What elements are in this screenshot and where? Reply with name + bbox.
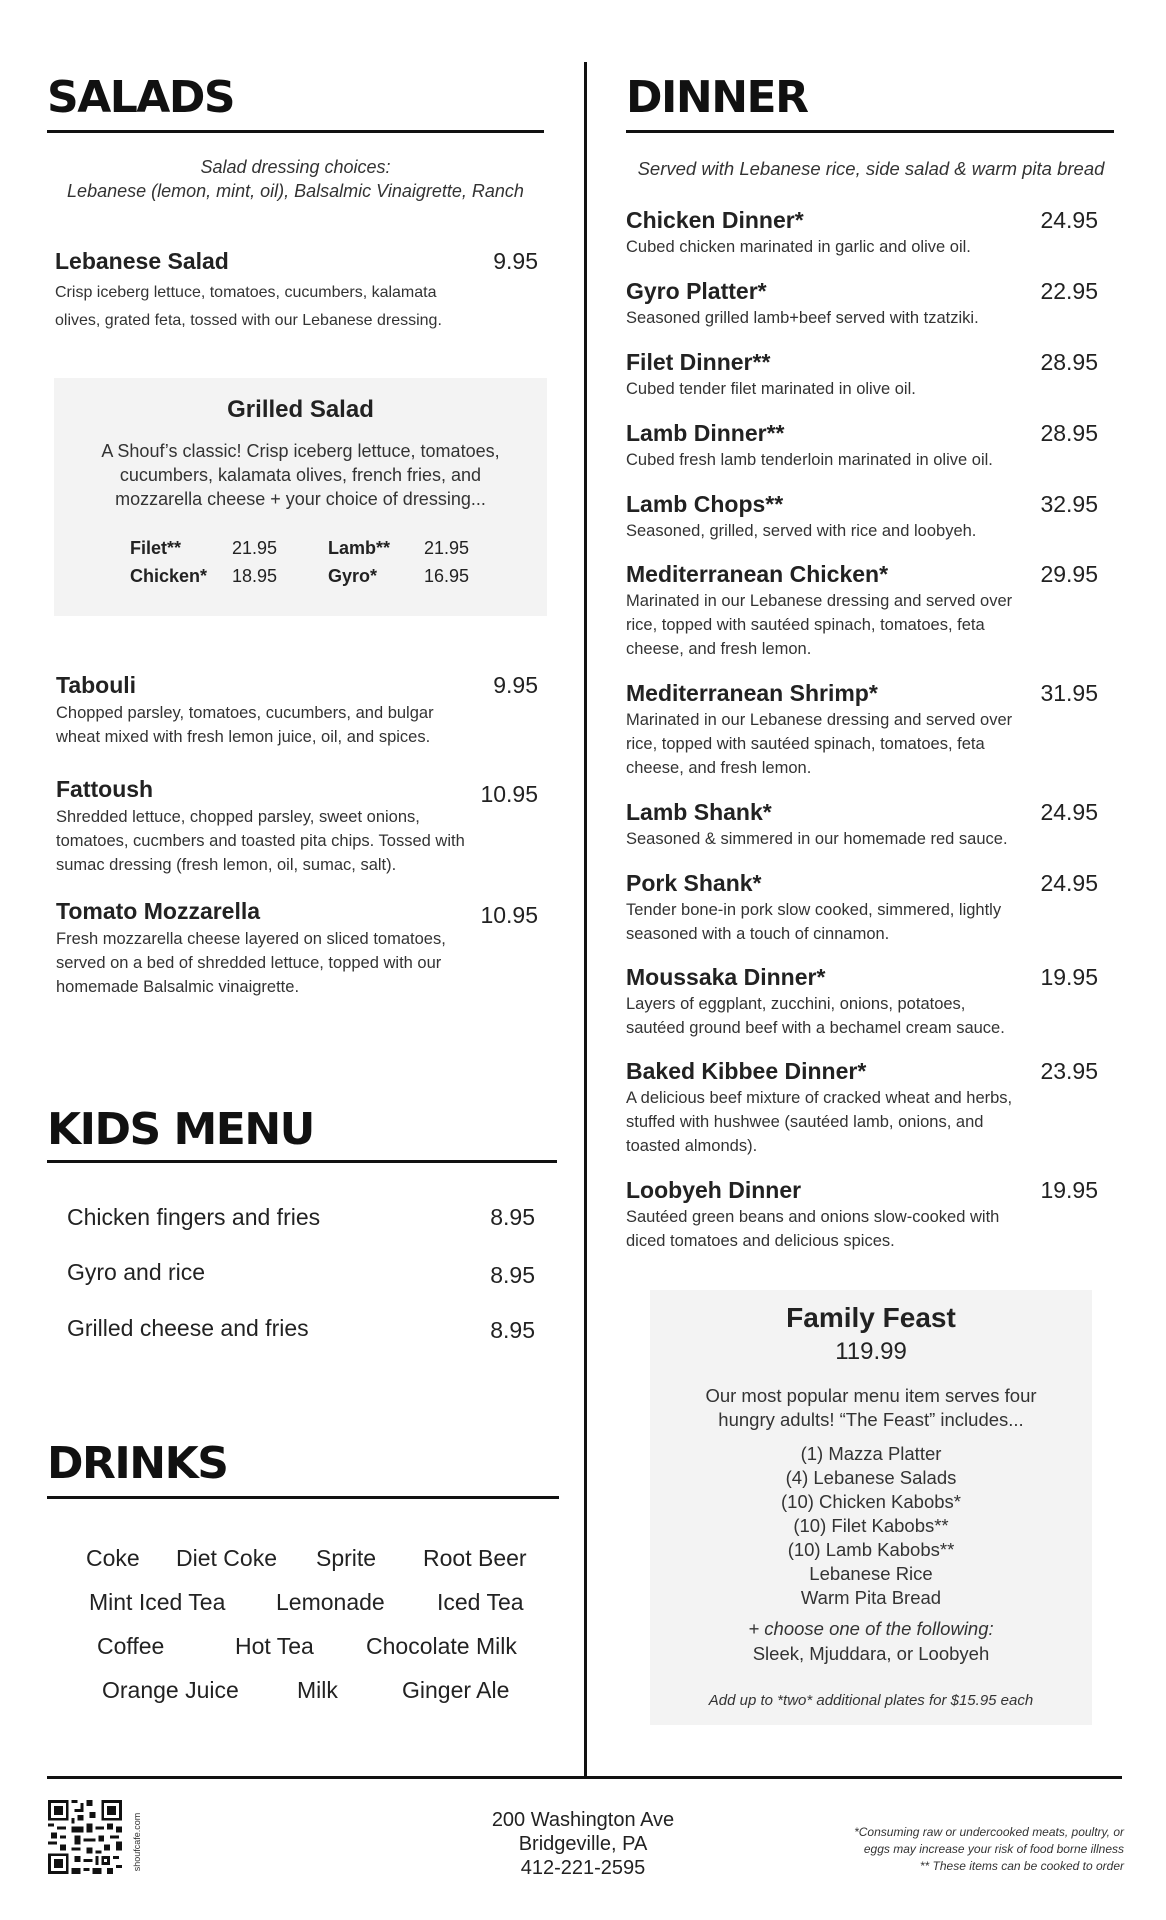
dinner-item-price: 23.95 xyxy=(1040,1058,1098,1084)
salad-item-price: 10.95 xyxy=(480,902,538,928)
drink-item: Chocolate Milk xyxy=(366,1633,517,1659)
family-feast-box xyxy=(650,1290,1092,1725)
feast-line: Lebanese Rice xyxy=(809,1563,933,1584)
dinner-item-desc: A delicious beef mixture of cracked wheat and herbs, stuffed with hushwee (sautéed lamb, onions, and toasted almonds). xyxy=(626,1089,1013,1155)
drink-item: Mint Iced Tea xyxy=(89,1589,226,1615)
dinner-item-price: 24.95 xyxy=(1040,799,1098,825)
dressing-line-1: Salad dressing choices: xyxy=(200,157,391,177)
dinner-item-name: Lamb Dinner** xyxy=(626,420,785,446)
dinner-item-desc: Cubed chicken marinated in garlic and olive oil. xyxy=(626,238,971,256)
dinner-item-desc: Sautéed green beans and onions slow-cooked with diced tomatoes and delicious spices. xyxy=(626,1208,1000,1250)
column-divider xyxy=(584,62,587,1778)
dinner-item-price: 19.95 xyxy=(1040,1177,1098,1203)
dressing-line-2: Lebanese (lemon, mint, oil), Balsalmic Vinaigrette, Ranch xyxy=(67,181,524,201)
drink-item: Ginger Ale xyxy=(402,1677,510,1703)
drinks-rule xyxy=(47,1496,559,1499)
feast-line: (10) Lamb Kabobs** xyxy=(787,1539,955,1560)
footer-rule xyxy=(47,1776,1122,1779)
feast-line: (10) Chicken Kabobs* xyxy=(781,1491,961,1512)
address-line-1: 200 Washington Ave xyxy=(491,1809,675,1831)
dinner-item-desc: Cubed tender filet marinated in olive oil. xyxy=(626,380,916,398)
drink-item: Coke xyxy=(86,1545,140,1571)
dinner-item-desc: Layers of eggplant, zucchini, onions, potatoes, sautéed ground beef with a bechamel cream sauce. xyxy=(626,995,1005,1037)
drink-item: Milk xyxy=(297,1677,338,1703)
grilled-option-price: 16.95 xyxy=(424,566,470,586)
dinner-item-name: Moussaka Dinner* xyxy=(626,964,826,990)
salad-item-price: 9.95 xyxy=(493,672,538,698)
feast-desc: Our most popular menu item serves four hungry adults! “The Feast” includes... xyxy=(705,1385,1037,1430)
dinner-item-name: Lamb Shank* xyxy=(626,799,772,825)
feast-choose: + choose one of the following: xyxy=(748,1618,994,1639)
dinner-item-desc: Seasoned, grilled, served with rice and loobyeh. xyxy=(626,522,977,540)
dinner-item-price: 24.95 xyxy=(1040,870,1098,896)
salad-item-name: Tomato Mozzarella xyxy=(56,898,261,924)
feast-price: 119.99 xyxy=(835,1338,907,1365)
salad-item-name: Lebanese Salad xyxy=(55,248,229,274)
dinner-item-name: Gyro Platter* xyxy=(626,278,767,304)
drink-item: Sprite xyxy=(316,1545,377,1571)
disclaimer-line: *Consuming raw or undercooked meats, poultry, or xyxy=(854,1825,1124,1839)
dinner-item-price: 28.95 xyxy=(1040,349,1098,375)
feast-line: (10) Filet Kabobs** xyxy=(793,1515,949,1536)
dinner-item-name: Chicken Dinner* xyxy=(626,207,804,233)
kids-item-price: 8.95 xyxy=(490,1204,535,1230)
feast-line: (4) Lebanese Salads xyxy=(785,1467,957,1488)
feast-line: Warm Pita Bread xyxy=(800,1587,942,1608)
dinner-item-desc: Marinated in our Lebanese dressing and served over rice, topped with sautéed spinach, tomatoes, feta cheese, and fresh lemon. xyxy=(626,711,1013,777)
kids-item-name: Gyro and rice xyxy=(67,1259,206,1285)
drink-item: Coffee xyxy=(97,1633,165,1659)
grilled-option-price: 21.95 xyxy=(232,538,278,558)
dinner-item-name: Mediterranean Shrimp* xyxy=(626,680,878,706)
grilled-option-name: Gyro* xyxy=(328,566,378,586)
salads-title: SALADS xyxy=(47,72,235,123)
kids-item-name: Chicken fingers and fries xyxy=(67,1204,321,1230)
drink-item: Diet Coke xyxy=(176,1545,277,1571)
dinner-item-price: 31.95 xyxy=(1040,680,1098,706)
dinner-item-desc: Seasoned & simmered in our homemade red sauce. xyxy=(626,830,1008,848)
dinner-item-price: 28.95 xyxy=(1040,420,1098,446)
dinner-item-price: 29.95 xyxy=(1040,561,1098,587)
drink-item: Iced Tea xyxy=(437,1589,524,1615)
kids-item-price: 8.95 xyxy=(490,1262,535,1288)
dinner-item-name: Loobyeh Dinner xyxy=(626,1177,802,1203)
dinner-item-desc: Marinated in our Lebanese dressing and served over rice, topped with sautéed spinach, tomatoes, feta cheese, and fresh lemon. xyxy=(626,592,1013,658)
restaurant-address xyxy=(430,1808,736,1880)
salad-item-name: Fattoush xyxy=(56,776,154,802)
dinner-item-name: Filet Dinner** xyxy=(626,349,771,375)
dinner-rule xyxy=(626,130,1114,133)
salad-item-name: Tabouli xyxy=(56,672,137,698)
dinner-item-price: 32.95 xyxy=(1040,491,1098,517)
grilled-option-price: 18.95 xyxy=(232,566,278,586)
dinner-item-name: Pork Shank* xyxy=(626,870,762,896)
salad-item-price: 9.95 xyxy=(493,248,538,274)
dinner-subtitle: Served with Lebanese rice, side salad & warm pita bread xyxy=(637,158,1105,179)
drink-item: Lemonade xyxy=(276,1589,385,1615)
dinner-item-desc: Seasoned grilled lamb+beef served with tzatziki. xyxy=(626,309,979,327)
dinner-title: DINNER xyxy=(626,72,808,123)
qr-url-label: shoufcafe.com xyxy=(132,1812,142,1872)
kids-item-price: 8.95 xyxy=(490,1317,535,1343)
grilled-salad-title: Grilled Salad xyxy=(227,396,374,423)
salad-item-price: 10.95 xyxy=(480,781,538,807)
grilled-salad-desc: A Shouf’s classic! Crisp iceberg lettuce, tomatoes, cucumbers, kalamata olives, french fries, and mozzarella cheese + your choice of dressing... xyxy=(101,441,500,509)
drink-item: Orange Juice xyxy=(102,1677,239,1703)
salad-item-desc: Shredded lettuce, chopped parsley, sweet onions, tomatoes, cucmbers and toasted pita chips. Tossed with sumac dressing (fresh lemon, oil, sumac, salt). xyxy=(56,808,465,874)
drink-item: Hot Tea xyxy=(235,1633,314,1659)
feast-addon: Add up to *two* additional plates for $15.95 each xyxy=(708,1692,1034,1709)
kids-rule xyxy=(47,1160,557,1163)
salad-item-desc: Crisp iceberg lettuce, tomatoes, cucumbers, kalamata olives, grated feta, tossed with our Lebanese dressing. xyxy=(55,284,442,329)
dinner-item-name: Mediterranean Chicken* xyxy=(626,561,889,587)
salad-item-desc: Chopped parsley, tomatoes, cucumbers, and bulgar wheat mixed with fresh lemon juice, oil, and spices. xyxy=(56,704,434,746)
drink-item: Root Beer xyxy=(423,1545,527,1571)
drinks-title: DRINKS xyxy=(47,1438,228,1489)
dinner-item-name: Baked Kibbee Dinner* xyxy=(626,1058,867,1084)
grilled-option-price: 21.95 xyxy=(424,538,470,558)
feast-choices: Sleek, Mjuddara, or Loobyeh xyxy=(752,1643,990,1664)
qr-code-icon xyxy=(48,1800,122,1874)
salad-item-desc: Fresh mozzarella cheese layered on sliced tomatoes, served on a bed of shredded lettuce, topped with our homemade Balsalmic vinaigrette. xyxy=(56,930,446,996)
dinner-item-price: 22.95 xyxy=(1040,278,1098,304)
feast-title: Family Feast xyxy=(786,1302,956,1333)
feast-line: (1) Mazza Platter xyxy=(800,1443,942,1464)
phone-number: 412-221-2595 xyxy=(520,1857,646,1879)
dinner-item-price: 19.95 xyxy=(1040,964,1098,990)
dinner-item-price: 24.95 xyxy=(1040,207,1098,233)
grilled-option-name: Lamb** xyxy=(328,538,391,558)
dinner-item-name: Lamb Chops** xyxy=(626,491,784,517)
dinner-item-desc: Cubed fresh lamb tenderloin marinated in olive oil. xyxy=(626,451,993,469)
grilled-option-name: Filet** xyxy=(130,538,182,558)
address-line-2: Bridgeville, PA xyxy=(518,1833,648,1855)
kids-item-name: Grilled cheese and fries xyxy=(67,1315,309,1341)
salads-rule xyxy=(47,130,544,133)
disclaimer-line: ** These items can be cooked to order xyxy=(919,1859,1124,1873)
disclaimer-line: eggs may increase your risk of food borne illness xyxy=(863,1842,1124,1856)
grilled-option-name: Chicken* xyxy=(130,566,208,586)
dinner-item-desc: Tender bone-in pork slow cooked, simmered, lightly seasoned with a touch of cinnamon. xyxy=(626,901,1002,943)
salad-dressing-note xyxy=(47,155,544,203)
feast-includes xyxy=(650,1442,1092,1610)
kids-title: KIDS MENU xyxy=(47,1104,314,1155)
grilled-salad-box xyxy=(54,378,547,616)
consumer-disclaimer xyxy=(720,1824,1124,1875)
